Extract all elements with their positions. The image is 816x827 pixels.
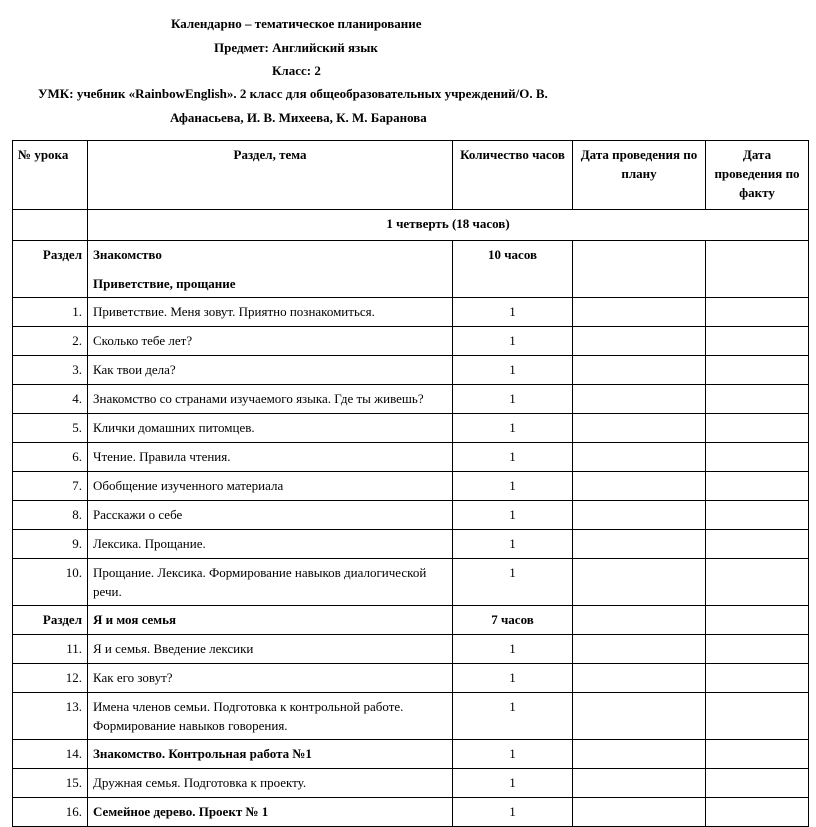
authors-line: Афанасьева, И. В. Михеева, К. М. Баранова bbox=[170, 110, 427, 125]
fact-date-cell[interactable] bbox=[706, 606, 809, 635]
lesson-num: 16. bbox=[13, 798, 88, 827]
lesson-topic: Знакомство. Контрольная работа №1 bbox=[88, 740, 453, 769]
lesson-hours: 1 bbox=[453, 740, 573, 769]
table-row bbox=[13, 385, 809, 414]
grade-line: Класс: 2 bbox=[272, 63, 321, 78]
lesson-topic: Расскажи о себе bbox=[88, 501, 453, 530]
textbook-line: УМК: учебник «RainbowEnglish». 2 класс для общеобразовательных учреждений/О. В. bbox=[38, 86, 548, 101]
fact-date-cell[interactable] bbox=[706, 501, 809, 530]
lesson-topic: Как твои дела? bbox=[88, 356, 453, 385]
table-row bbox=[13, 769, 809, 798]
section-subtitle: Приветствие, прощание bbox=[93, 276, 236, 291]
plan-date-cell[interactable] bbox=[573, 740, 706, 769]
fact-date-cell[interactable] bbox=[706, 769, 809, 798]
table-row bbox=[13, 356, 809, 385]
plan-date-cell[interactable] bbox=[573, 559, 706, 606]
lesson-topic: Приветствие. Меня зовут. Приятно познакомиться. bbox=[88, 298, 453, 327]
fact-date-cell[interactable] bbox=[706, 635, 809, 664]
lesson-topic: Семейное дерево. Проект № 1 bbox=[88, 798, 453, 827]
lesson-num: 6. bbox=[13, 443, 88, 472]
col-header-fact-date: Дата проведения по факту bbox=[706, 141, 809, 210]
plan-date-cell[interactable] bbox=[573, 664, 706, 693]
fact-date-cell[interactable] bbox=[706, 241, 809, 298]
lesson-hours: 1 bbox=[453, 769, 573, 798]
table-row bbox=[13, 414, 809, 443]
plan-date-cell[interactable] bbox=[573, 443, 706, 472]
fact-date-cell[interactable] bbox=[706, 530, 809, 559]
plan-date-cell[interactable] bbox=[573, 693, 706, 740]
fact-date-cell[interactable] bbox=[706, 472, 809, 501]
plan-date-cell[interactable] bbox=[573, 606, 706, 635]
subject-line: Предмет: Английский язык bbox=[214, 40, 378, 55]
fact-date-cell[interactable] bbox=[706, 693, 809, 740]
lesson-hours: 1 bbox=[453, 693, 573, 740]
lesson-hours: 1 bbox=[453, 298, 573, 327]
plan-date-cell[interactable] bbox=[573, 769, 706, 798]
col-header-topic: Раздел, тема bbox=[88, 141, 453, 210]
lesson-topic: Прощание. Лексика. Формирование навыков диалогической речи. bbox=[88, 559, 453, 606]
lesson-hours: 1 bbox=[453, 356, 573, 385]
table-row bbox=[13, 298, 809, 327]
fact-date-cell[interactable] bbox=[706, 798, 809, 827]
plan-date-cell[interactable] bbox=[573, 414, 706, 443]
lesson-hours: 1 bbox=[453, 414, 573, 443]
lesson-hours: 1 bbox=[453, 443, 573, 472]
lesson-num: 1. bbox=[13, 298, 88, 327]
fact-date-cell[interactable] bbox=[706, 356, 809, 385]
quarter-label: 1 четверть (18 часов) bbox=[88, 210, 809, 241]
lesson-topic: Как его зовут? bbox=[88, 664, 453, 693]
plan-date-cell[interactable] bbox=[573, 356, 706, 385]
lesson-topic: Обобщение изученного материала bbox=[88, 472, 453, 501]
lesson-hours: 1 bbox=[453, 327, 573, 356]
plan-date-cell[interactable] bbox=[573, 501, 706, 530]
lesson-num: 8. bbox=[13, 501, 88, 530]
fact-date-cell[interactable] bbox=[706, 740, 809, 769]
lesson-hours: 1 bbox=[453, 798, 573, 827]
lesson-hours: 1 bbox=[453, 385, 573, 414]
table-row bbox=[13, 740, 809, 769]
lesson-topic: Чтение. Правила чтения. bbox=[88, 443, 453, 472]
section-title: Я и моя семья bbox=[88, 606, 453, 635]
fact-date-cell[interactable] bbox=[706, 327, 809, 356]
table-header-row bbox=[13, 141, 809, 210]
lesson-topic: Лексика. Прощание. bbox=[88, 530, 453, 559]
section-title-cell bbox=[88, 241, 453, 298]
quarter-empty-cell bbox=[13, 210, 88, 241]
lesson-num: 12. bbox=[13, 664, 88, 693]
lesson-hours: 1 bbox=[453, 635, 573, 664]
col-header-num: № урока bbox=[13, 141, 88, 210]
lesson-num: 7. bbox=[13, 472, 88, 501]
table-row bbox=[13, 530, 809, 559]
lesson-num: 10. bbox=[13, 559, 88, 606]
lesson-num: 5. bbox=[13, 414, 88, 443]
fact-date-cell[interactable] bbox=[706, 664, 809, 693]
lesson-hours: 1 bbox=[453, 472, 573, 501]
col-header-hours: Количество часов bbox=[453, 141, 573, 210]
lesson-num: 11. bbox=[13, 635, 88, 664]
fact-date-cell[interactable] bbox=[706, 559, 809, 606]
fact-date-cell[interactable] bbox=[706, 414, 809, 443]
table-row bbox=[13, 327, 809, 356]
plan-date-cell[interactable] bbox=[573, 298, 706, 327]
plan-date-cell[interactable] bbox=[573, 530, 706, 559]
table-row bbox=[13, 664, 809, 693]
fact-date-cell[interactable] bbox=[706, 298, 809, 327]
plan-table bbox=[12, 140, 809, 827]
lesson-hours: 1 bbox=[453, 501, 573, 530]
lesson-hours: 1 bbox=[453, 559, 573, 606]
section-hours: 7 часов bbox=[453, 606, 573, 635]
col-header-plan-date: Дата проведения по плану bbox=[573, 141, 706, 210]
table-row bbox=[13, 472, 809, 501]
section-title: Знакомство bbox=[93, 247, 162, 262]
plan-date-cell[interactable] bbox=[573, 798, 706, 827]
plan-date-cell[interactable] bbox=[573, 327, 706, 356]
table-row bbox=[13, 559, 809, 606]
lesson-topic: Имена членов семьи. Подготовка к контрольной работе. Формирование навыков говорения. bbox=[88, 693, 453, 740]
section-hours: 10 часов bbox=[453, 241, 573, 298]
section-row bbox=[13, 241, 809, 298]
lesson-topic: Дружная семья. Подготовка к проекту. bbox=[88, 769, 453, 798]
lesson-hours: 1 bbox=[453, 530, 573, 559]
table-row bbox=[13, 798, 809, 827]
section-label: Раздел bbox=[13, 241, 88, 298]
quarter-row bbox=[13, 210, 809, 241]
plan-date-cell[interactable] bbox=[573, 472, 706, 501]
section-row bbox=[13, 606, 809, 635]
lesson-num: 2. bbox=[13, 327, 88, 356]
plan-date-cell[interactable] bbox=[573, 241, 706, 298]
fact-date-cell[interactable] bbox=[706, 385, 809, 414]
lesson-topic: Сколько тебе лет? bbox=[88, 327, 453, 356]
section-label: Раздел bbox=[13, 606, 88, 635]
plan-date-cell[interactable] bbox=[573, 635, 706, 664]
lesson-topic: Клички домашних питомцев. bbox=[88, 414, 453, 443]
plan-date-cell[interactable] bbox=[573, 385, 706, 414]
lesson-topic: Знакомство со странами изучаемого языка. Где ты живешь? bbox=[88, 385, 453, 414]
lesson-hours: 1 bbox=[453, 664, 573, 693]
lesson-topic: Я и семья. Введение лексики bbox=[88, 635, 453, 664]
table-row bbox=[13, 693, 809, 740]
lesson-num: 3. bbox=[13, 356, 88, 385]
doc-title: Календарно – тематическое планирование bbox=[171, 16, 422, 31]
fact-date-cell[interactable] bbox=[706, 443, 809, 472]
lesson-num: 14. bbox=[13, 740, 88, 769]
table-row bbox=[13, 635, 809, 664]
lesson-num: 13. bbox=[13, 693, 88, 740]
lesson-num: 4. bbox=[13, 385, 88, 414]
lesson-num: 9. bbox=[13, 530, 88, 559]
table-row bbox=[13, 443, 809, 472]
table-row bbox=[13, 501, 809, 530]
lesson-num: 15. bbox=[13, 769, 88, 798]
